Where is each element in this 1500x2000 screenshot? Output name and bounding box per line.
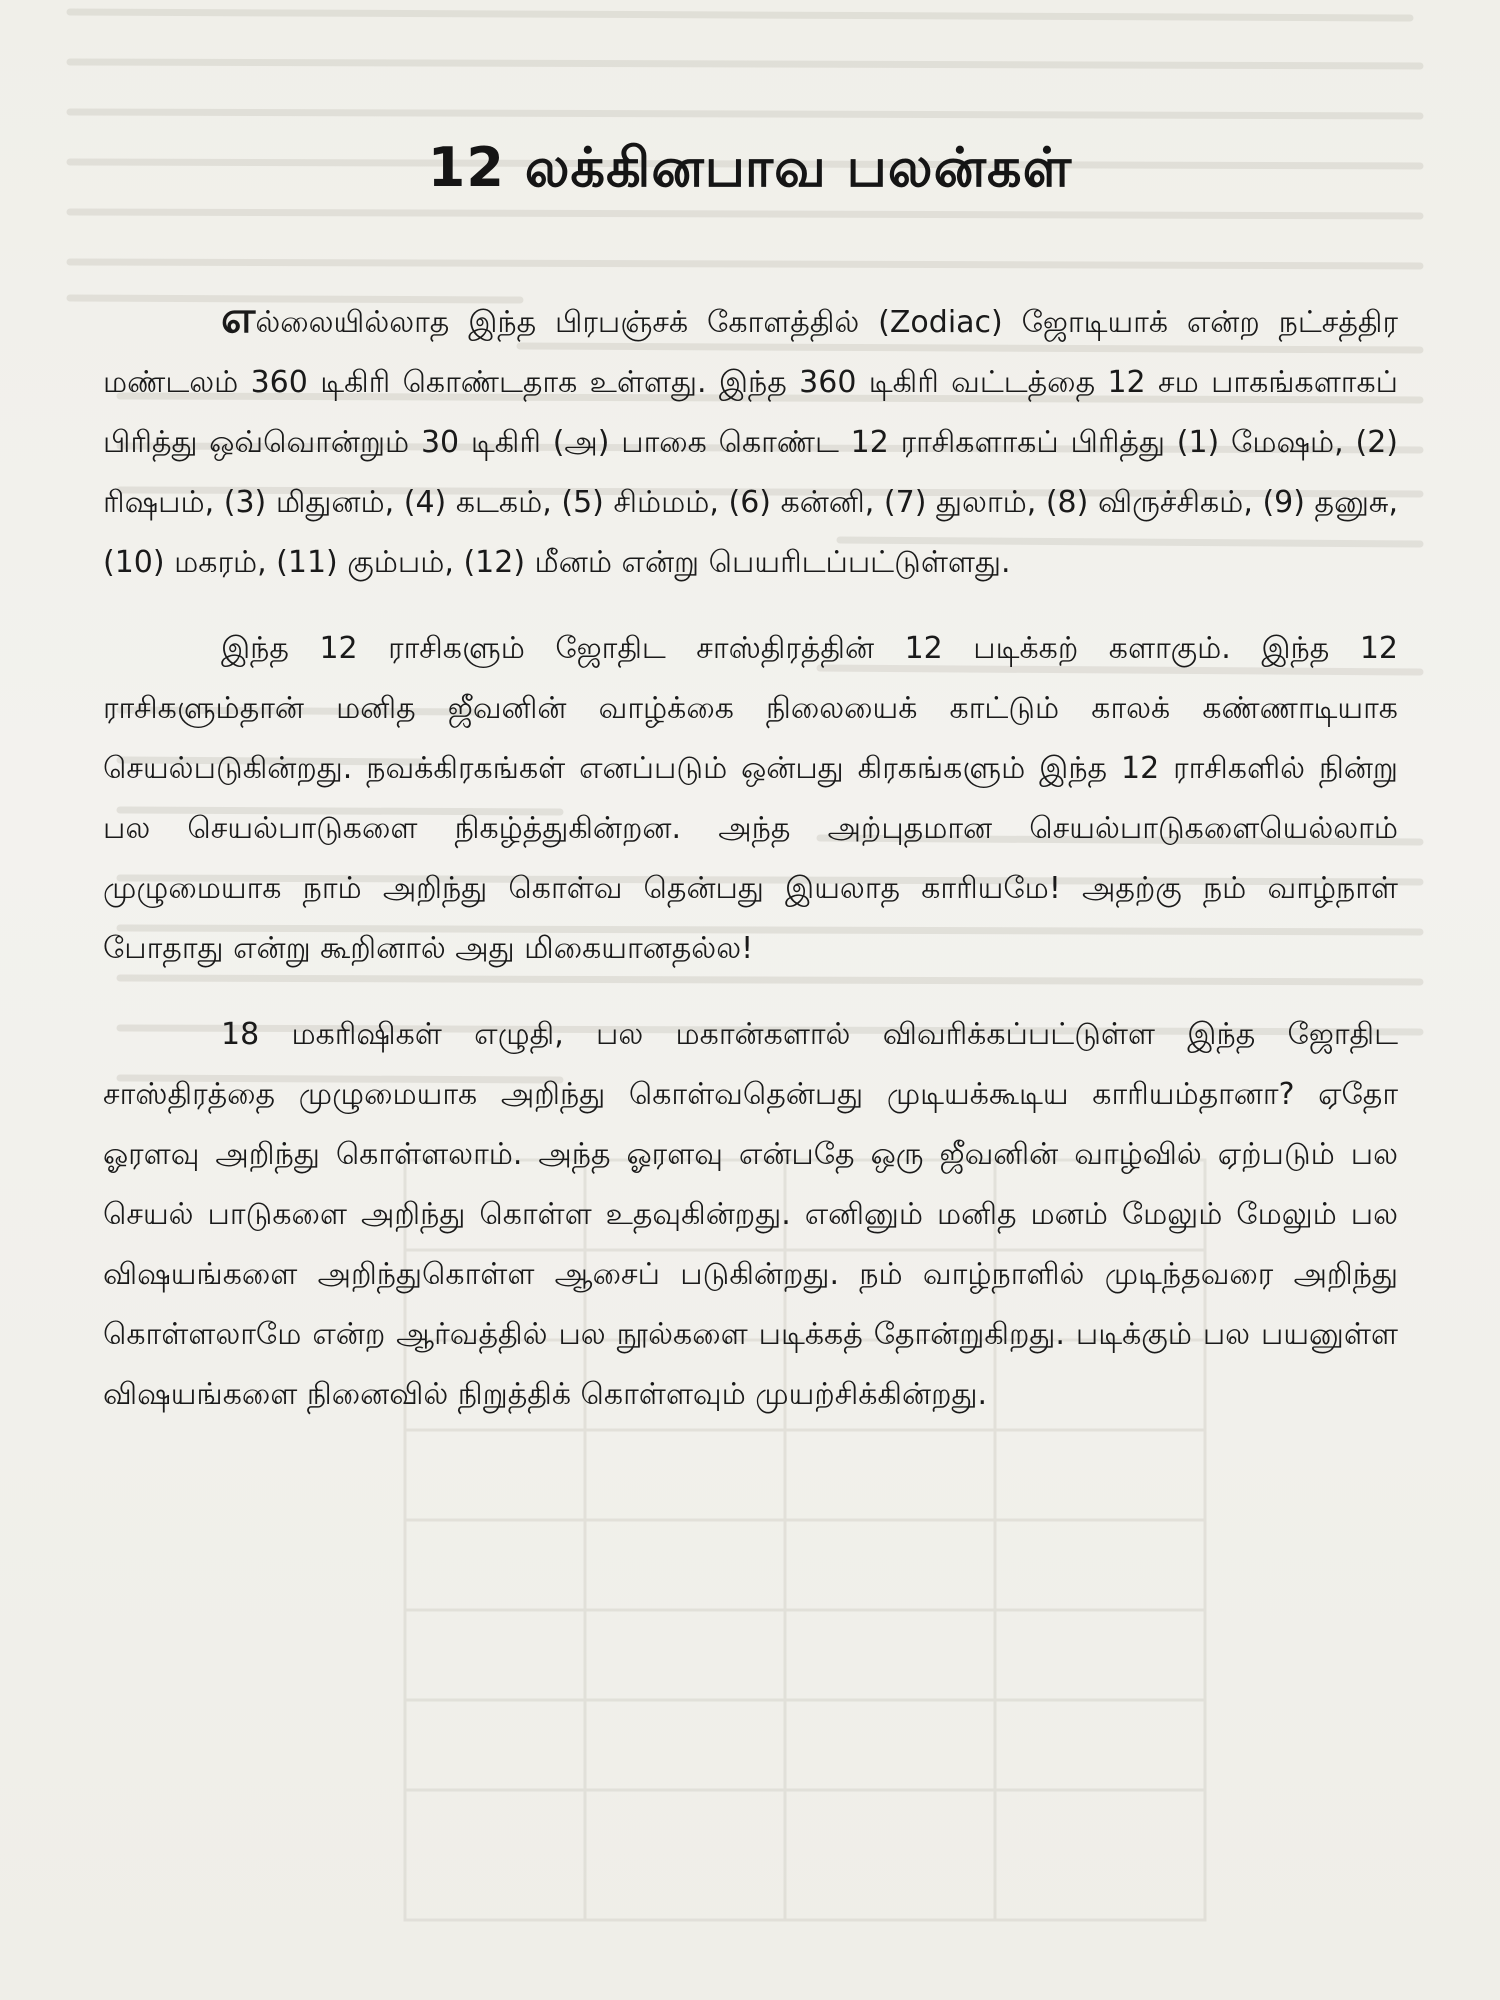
paragraph-1 <box>103 293 1398 593</box>
paragraph-2: இந்த 12 ராசிகளும் ஜோதிட சாஸ்திரத்தின் 12 படிக்கற் களாகும். இந்த 12 ராசிகளும்தான் மனித ஜீவனின் வாழ்க்கை நிலையைக் காட்டும் காலக் கண்ணாடியாக செயல்படுகின்றது. நவக்கிரகங்கள் எனப்படும் ஒன்பது கிரகங்களும் இந்த 12 ராசிகளில் நின்று பல செயல்பாடுகளை நிகழ்த்துகின்றன. அந்த அற்புதமான செயல்பாடுகளையெல்லாம் முழுமையாக நாம் அறிந்து கொள்வ தென்பது இயலாத காரியமே! அதற்கு நம் வாழ்நாள் போதாது என்று கூறினால் அது மிகையானதல்ல! <box>103 631 1398 966</box>
chapter-title: 12 லக்கினபாவ பலன்கள் <box>427 136 1073 199</box>
paragraph-1-text: ல்லையில்லாத இந்த பிரபஞ்சக் கோளத்தில் (Zodiac) ஜோடியாக் என்ற நட்சத்திர மண்டலம் 360 டிகிரி கொண்டதாக உள்ளது. இந்த 360 டிகிரி வட்டத்தை 12 சம பாகங்களாகப் பிரித்து ஒவ்வொன்றும் 30 டிகிரி (அ) பாகை கொண்ட 12 ராசிகளாகப் பிரித்து (1) மேஷம், (2) ரிஷபம், (3) மிதுனம், (4) கடகம், (5) சிம்மம், (6) கன்னி, (7) துலாம், (8) விருச்சிகம், (9) தனுசு, (10) மகரம், (11) கும்பம், (12) மீனம் என்று பெயரிடப்பட்டுள்ளது. <box>103 305 1398 580</box>
paragraph-3: 18 மகரிஷிகள் எழுதி, பல மகான்களால் விவரிக்கப்பட்டுள்ள இந்த ஜோதிட சாஸ்திரத்தை முழுமையாக அறிந்து கொள்வதென்பது முடியக்கூடிய காரியம்தானா? ஏதோ ஓரளவு அறிந்து கொள்ளலாம். அந்த ஓரளவு என்பதே ஒரு ஜீவனின் வாழ்வில் ஏற்படும் பல செயல் பாடுகளை அறிந்து கொள்ள உதவுகின்றது. எனினும் மனித மனம் மேலும் மேலும் பல விஷயங்களை அறிந்துகொள்ள ஆசைப் படுகின்றது. நம் வாழ்நாளில் முடிந்தவரை அறிந்து கொள்ளலாமே என்ற ஆர்வத்தில் பல நூல்களை படிக்கத் தோன்றுகிறது. படிக்கும் பல பயனுள்ள விஷயங்களை நினைவில் நிறுத்திக் கொள்ளவும் முயற்சிக்கின்றது. <box>103 1017 1398 1412</box>
drop-cap: எ <box>221 292 256 343</box>
chapter-body <box>103 293 1398 1425</box>
